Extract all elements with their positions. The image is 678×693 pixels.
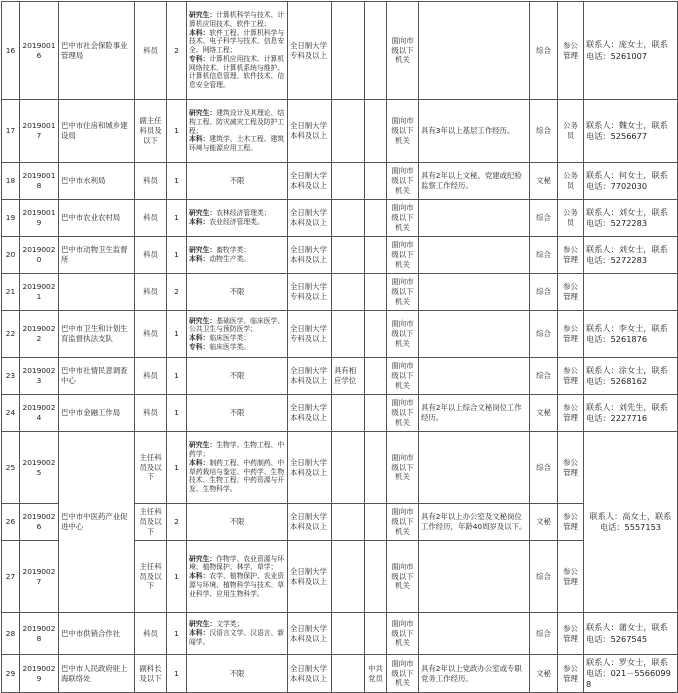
major-requirement: 研究生：建筑设计及其理论、结构工程、防灾减灾工程及防护工程； 本科：建筑学、土木工程、建筑环境与能源应用工程。 [187,100,288,163]
contact-info: 联系人：何女士，联系电话：7702030 [584,163,678,200]
major-requirement: 不限 [187,504,288,541]
target-level: 面向市级以下机关 [387,311,419,358]
exam-type: 综合 [530,541,558,613]
position-code: 20190023 [20,358,59,395]
staff-category: 参公管理 [558,311,584,358]
position-code: 20190029 [20,655,59,693]
degree-requirement [332,541,365,613]
degree-requirement [332,100,365,163]
political-status [365,541,387,613]
position-code: 20190027 [20,541,59,613]
unit-name: 巴中市供销合作社 [59,613,135,655]
hire-count: 1 [167,432,187,504]
contact-info: 联系人：刘女士，联系电话：5272283 [584,200,678,237]
contact-info: 联系人：魏女士，联系电话：5256677 [584,100,678,163]
major-requirement: 不限 [187,395,288,432]
row-no: 22 [2,311,20,358]
degree-requirement [332,504,365,541]
political-status [365,2,387,100]
hire-count: 2 [167,274,187,311]
political-status [365,504,387,541]
education-requirement: 全日制大学本科及以上 [288,432,332,504]
unit-name: 巴中市住房和城乡建设局 [59,100,135,163]
education-requirement: 全日制大学本科及以上 [288,655,332,693]
staff-category: 参公管理 [558,432,584,504]
staff-category: 参公管理 [558,655,584,693]
row-no: 19 [2,200,20,237]
position-name: 科员 [135,358,167,395]
position-code: 20190021 [20,274,59,311]
education-requirement: 全日制大学专科及以上 [288,311,332,358]
exam-type: 文秘 [530,163,558,200]
education-requirement: 全日制大学本科及以上 [288,504,332,541]
target-level: 面向市级以下机关 [387,163,419,200]
major-requirement: 研究生：计算机科学与技术、计算机应用技术、软件工程； 本科：软件工程、计算机科学与技术、电子科学与技术、信息安全、网络工程； 专科：计算机应用技术、计算机网络技术、计算机系统与维护、计算机信息管理、软件技术、信息安全管理。 [187,2,288,100]
degree-requirement [332,163,365,200]
other-requirement: 具有3年以上基层工作经历。 [419,100,530,163]
contact-info: 联系人：高女士，联系电话：5557153 [584,432,678,613]
exam-type: 综合 [530,200,558,237]
hire-count: 2 [167,2,187,100]
row-no: 21 [2,274,20,311]
position-name: 主任科员及以下 [135,541,167,613]
major-requirement: 研究生：作物学、农业资源与环境、植物保护、林学、草学； 本科：农学、植物保护、农业资源与环境、植物科学与技术、草业科学、应用生物科学。 [187,541,288,613]
staff-category: 参公管理 [558,2,584,100]
contact-info: 联系人：刘先生，联系电话：2227716 [584,395,678,432]
major-requirement: 不限 [187,358,288,395]
other-requirement: 具有2年以上文秘、党建或纪检监察工作经历。 [419,163,530,200]
target-level: 面向市级以下机关 [387,358,419,395]
major-requirement: 不限 [187,163,288,200]
degree-requirement [332,613,365,655]
position-code: 20190016 [20,2,59,100]
hire-count: 1 [167,163,187,200]
position-name: 科员 [135,237,167,274]
hire-count: 1 [167,655,187,693]
position-name: 科员 [135,395,167,432]
exam-type: 综合 [530,432,558,504]
row-no: 18 [2,163,20,200]
row-no: 23 [2,358,20,395]
unit-name: 巴中市社会保险事业管理局 [59,2,135,100]
major-requirement: 研究生：基础医学、临床医学、公共卫生与预防医学； 本科：临床医学类； 专科：临床医学类。 [187,311,288,358]
major-requirement: 研究生：畜牧学类； 本科：动物生产类。 [187,237,288,274]
other-requirement [419,200,530,237]
education-requirement: 全日制大学专科及以上 [288,274,332,311]
unit-name: 巴中市农业农村局 [59,200,135,237]
exam-type: 综合 [530,358,558,395]
political-status [365,200,387,237]
contact-info: 联系人：蒲女士，联系电话：5267545 [584,613,678,655]
target-level: 面向市级以下机关 [387,432,419,504]
unit-name: 巴中市动物卫生监督所 [59,237,135,274]
degree-requirement [332,237,365,274]
unit-name: 巴中市人民政府驻上海联络处 [59,655,135,693]
position-name: 副主任科员及以下 [135,100,167,163]
position-name: 科员 [135,311,167,358]
row-no: 16 [2,2,20,100]
row-no: 27 [2,541,20,613]
political-status [365,311,387,358]
position-name: 主任科员及以下 [135,504,167,541]
degree-requirement [332,200,365,237]
row-no: 29 [2,655,20,693]
political-status [365,163,387,200]
other-requirement: 具有2年以上综合文秘岗位工作经历。 [419,395,530,432]
major-requirement: 不限 [187,274,288,311]
other-requirement [419,358,530,395]
exam-type: 综合 [530,274,558,311]
exam-type: 文秘 [530,504,558,541]
hire-count: 1 [167,100,187,163]
position-code: 20190024 [20,395,59,432]
education-requirement: 全日制大学本科及以上 [288,541,332,613]
staff-category: 参公管理 [558,237,584,274]
education-requirement: 全日制大学本科及以上 [288,200,332,237]
degree-requirement [332,432,365,504]
contact-info [584,274,678,311]
staff-category: 参公管理 [558,541,584,613]
hire-count: 1 [167,358,187,395]
other-requirement: 具有2年以上办公室及文秘岗位工作经历，年龄40周岁及以下。 [419,504,530,541]
row-no: 20 [2,237,20,274]
target-level: 面向市级以下机关 [387,200,419,237]
education-requirement: 全日制大学本科及以上 [288,237,332,274]
target-level: 面向市级以下机关 [387,504,419,541]
row-no: 26 [2,504,20,541]
education-requirement: 全日制大学本科及以上 [288,100,332,163]
political-status [365,274,387,311]
target-level: 面向市级以下机关 [387,655,419,693]
staff-category: 参公管理 [558,613,584,655]
staff-category: 参公管理 [558,274,584,311]
education-requirement: 全日制大学本科及以上 [288,163,332,200]
staff-category: 公务员 [558,100,584,163]
degree-requirement [332,655,365,693]
exam-type: 综合 [530,100,558,163]
unit-name: 巴中市中医药产业促进中心 [59,432,135,613]
major-requirement: 研究生：生物学、生物工程、中药学； 本科：制药工程、中药制药、中草药栽培与鉴定、中药学、生物技术、生物工程、中药资源与开发、生物科学。 [187,432,288,504]
row-no: 24 [2,395,20,432]
exam-type: 文秘 [530,395,558,432]
hire-count: 1 [167,237,187,274]
position-code: 20190019 [20,200,59,237]
staff-category: 公务员 [558,163,584,200]
other-requirement [419,237,530,274]
position-code: 20190022 [20,311,59,358]
staff-category: 公务员 [558,200,584,237]
exam-type: 文秘 [530,655,558,693]
unit-name: 巴中市水利局 [59,163,135,200]
other-requirement: 具有2年以上党政办公室或专职党务工作经历。 [419,655,530,693]
target-level: 面向市级以下机关 [387,237,419,274]
position-name: 副科长及以下 [135,655,167,693]
position-name: 科员 [135,200,167,237]
other-requirement [419,274,530,311]
hire-count: 2 [167,504,187,541]
target-level: 面向市级以下机关 [387,274,419,311]
hire-count: 1 [167,311,187,358]
degree-requirement [332,311,365,358]
major-requirement: 研究生：文学类； 本科：汉语言文学、汉语言、新闻学。 [187,613,288,655]
unit-name [59,274,135,311]
other-requirement [419,2,530,100]
education-requirement: 全日制大学本科及以上 [288,358,332,395]
position-name: 科员 [135,163,167,200]
recruitment-table [1,1,678,693]
degree-requirement [332,2,365,100]
unit-name: 巴中市卫生和计划生育监督执法支队 [59,311,135,358]
political-status [365,432,387,504]
political-status [365,358,387,395]
target-level: 面向市级以下机关 [387,613,419,655]
other-requirement [419,432,530,504]
contact-info: 联系人：庞女士，联系电话：5261007 [584,2,678,100]
education-requirement: 全日制大学本科及以上 [288,395,332,432]
contact-info: 联系人：罗女士，联系电话：021－55660998 [584,655,678,693]
other-requirement [419,613,530,655]
position-code: 20190020 [20,237,59,274]
other-requirement [419,311,530,358]
degree-requirement [332,274,365,311]
contact-info: 联系人：李女士，联系电话：5261876 [584,311,678,358]
row-no: 25 [2,432,20,504]
position-code: 20190017 [20,100,59,163]
row-no: 17 [2,100,20,163]
hire-count: 1 [167,200,187,237]
major-requirement: 不限 [187,655,288,693]
position-name: 主任科员及以下 [135,432,167,504]
political-status [365,395,387,432]
position-code: 20190028 [20,613,59,655]
exam-type: 综合 [530,613,558,655]
position-name: 科员 [135,613,167,655]
staff-category: 参公管理 [558,358,584,395]
degree-requirement: 具有相应学位 [332,358,365,395]
political-status [365,237,387,274]
staff-category: 参公管理 [558,395,584,432]
position-code: 20190018 [20,163,59,200]
unit-name: 巴中市金融工作局 [59,395,135,432]
position-code: 20190026 [20,504,59,541]
staff-category: 参公管理 [558,504,584,541]
contact-info: 联系人：刘女士，联系电话：5272283 [584,237,678,274]
target-level: 面向市级以下机关 [387,100,419,163]
exam-type: 综合 [530,237,558,274]
contact-info: 联系人：涂女士，联系电话：5268162 [584,358,678,395]
position-name: 科员 [135,2,167,100]
position-code: 20190025 [20,432,59,504]
degree-requirement [332,395,365,432]
target-level: 面向市级以下机关 [387,395,419,432]
target-level: 面向市级以下机关 [387,2,419,100]
other-requirement [419,541,530,613]
hire-count: 1 [167,613,187,655]
exam-type: 综合 [530,311,558,358]
major-requirement: 研究生：农林经济管理类； 本科：农业经济管理类。 [187,200,288,237]
education-requirement: 全日制大学本科及以上 [288,613,332,655]
hire-count: 1 [167,541,187,613]
hire-count: 1 [167,395,187,432]
unit-name: 巴中市社情民意调查中心 [59,358,135,395]
exam-type: 综合 [530,2,558,100]
row-no: 28 [2,613,20,655]
political-status [365,613,387,655]
political-status: 中共党员 [365,655,387,693]
education-requirement: 全日制大学专科及以上 [288,2,332,100]
target-level: 面向市级以下机关 [387,541,419,613]
political-status [365,100,387,163]
position-name: 科员 [135,274,167,311]
